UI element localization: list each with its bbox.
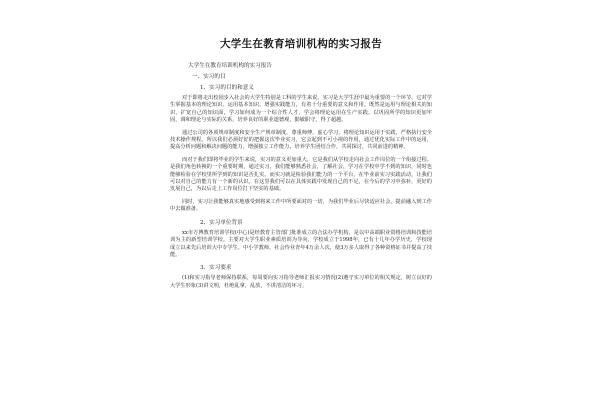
- paragraph-4: 同时，实习让我能够真实地感受到将来工作中所要面对的一切，为我们毕业后尽快适应社会，提前融入到工作中去做准备。: [170, 198, 432, 213]
- document-title: 大学生在教育培训机构的实习报告: [220, 38, 382, 50]
- paragraph-2: 通过公司的各项规章制度和安全生产规章制度，尊重师傅，虚心学习，将理论知识运用于实践，严格执行安全技术操作规程。所以我们必须好好的把握这次毕业实习，它会起到不可小视的作用，通过优化实际工作中的运用，提高分析问题和解决问题的能力，增强独立工作能力，培养学生团结合作，共同探讨，共同前进的精神。: [170, 129, 432, 151]
- section-1-heading: 一、实习的目: [192, 74, 226, 80]
- section-3-heading: 3、实习要求: [200, 265, 232, 272]
- document-subtitle: 大学生在教育培训机构的实习报告: [188, 63, 272, 69]
- paragraph-3: 而对于我们即将毕业的学生来说，实习的意义更加重大，它是我们从学校走向社会工作岗位的一个衔接过程。是我们角色转换的一个重要时期，通过实习，我们能够熟悉社会，了解社会，学习在学校中学不到的知识，同时也能够检验在学校里所学到的知识是否扎实。而实习就是检验我们能力的一个平台，在毕业前实习实践活动，让我们可以对自己的能力有一个新的认识。在这里我们可以在具体实践中发现自己的不足，在今后的学习中弥补，更好的发展自己，为以后走上工作岗位打下坚实的基础。: [170, 156, 432, 193]
- paragraph-6: (1)和实习指导老师保持联系，每周要向实习指导老师汇报实习情况(2)遵守实习单位的相关规定，树立良好的大学生形象(3)讲文明，杜绝乱拿，乱放，不讲清洁的坏习。: [170, 275, 432, 289]
- paragraph-5: xx市方博教育培训学校(中心)是经教育主管部门批准成立的合法办学机构，是以中高端职业资格培训和技能培训为主的新型培训学校。主要对大学生职业素质培训为导向，学校成立于1998年，已有十几年办学历史，学校现成立以来先后培训大中专学生、中小学教师、社会待业青年4万余人次，使3万多人取得了各种资格证书并提高了技能。: [170, 229, 432, 258]
- section-1-1-heading: 1、实习的目的和意义: [200, 85, 254, 91]
- paragraph-1: 对于即将走出校园步入社会的大学生特别是工科的学生来说，实习是大学生涯中最为重要的一个环节，它对学生掌握基本的理论知识、运用基本知识、增强实践能力，有着十分重要的意义和作用。既然是运用与理论相关的知识，扩宽自己的知识面，学习如何成为一个综合性人才，学会将理论运用在生产实践。以巩固所学的知识更加牢固，调和理论与实际的关系，培养良好的职业道德观，勤敏职守，得了超越。: [170, 95, 432, 124]
- section-2-heading: 2、实习单位背景: [200, 219, 243, 226]
- report-document: [170, 36, 432, 295]
